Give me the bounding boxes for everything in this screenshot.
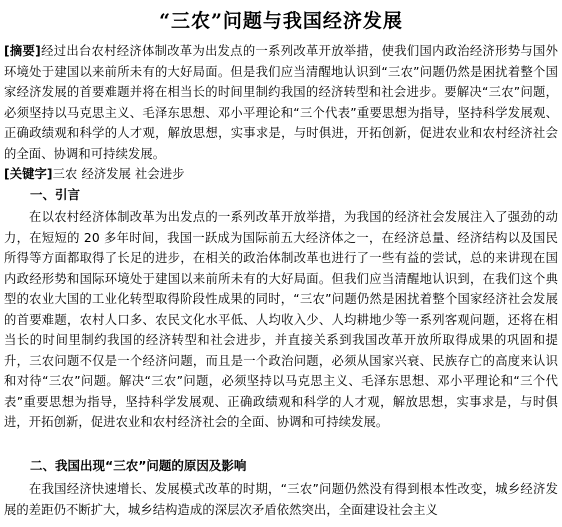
causes-paragraph: 在我国经济快速增长、发展模式改革的时期，“三农”问题仍然没有得到根本性改变，城乡经济发展的差距仍不断扩大，城乡结构造成的深层次矛盾依然突出，全面建设社会主义 — [4, 482, 558, 517]
abstract-label: [摘要] — [4, 44, 41, 58]
abstract-paragraph — [4, 41, 558, 164]
introduction-paragraph: 在以农村经济体制改革为出发点的一系列改革开放举措，为我国的经济社会发展注入了强劲的动力，在短短的 20 多年时间，我国一跃成为国际前五大经济体之一，在经济总量、经济结构以及国民所得等方面都取得了长足的进步，在相关的政治体制改革也进行了一些有益的尝试，总的来讲现在国内政经形势和国际环境处于建国以来前所未有的大好局面。但我们应当清醒地认识到，在我们这个典型的农业大国的工业化转型取得阶段性成果的同时，“三农”问题仍然是困扰着整个国家经济社会发展的首要难题，农村人口多、农民文化水平低、人均收入少、人均耕地少等一系列客观问题，还将在相当长的时间里制约我国的经济转型和社会进步，并直接关系到我国改革开放所取得成果的巩固和提升，三农问题不仅是一个经济问题，而且是一个政治问题，必须从国家兴衰、民族存亡的高度来认识和对待“三农”问题。解决“三农”问题，必须坚持以马克思主义、毛泽东思想、邓小平理论和“三个代表”重要思想为指导，坚持科学发展观、正确政绩观和科学的人才观，解放思想，实事求是，与时俱进，开拓创新，促进农业和农村经济社会的全面、协调和可持续发展。 — [4, 210, 558, 429]
document-title: “三农”问题与我国经济发展 — [159, 10, 403, 32]
keywords-line — [4, 164, 558, 185]
abstract-text: 经过出台农村经济体制改革为出发点的一系列改革开放举措，使我们国内政治经济形势与国外环境处于建国以来前所未有的大好局面。但是我们应当清醒地认识到“三农”问题仍然是困扰着整个国家经济发展的首要难题并将在相当长的时间里制约我国的经济转型和社会进步。要解决“三农”问题，必须坚持以马克思主义、毛泽东思想、邓小平理论和“三个代表”重要思想为指导，坚持科学发展观、正确政绩观和科学的人才观，解放思想，实事求是，与时俱进，开拓创新，促进农业和农村经济社会的全面、协调和可持续发展。 — [4, 44, 559, 161]
section-heading-introduction: 一、引言 — [30, 187, 81, 202]
keywords-text: 三农 经济发展 社会进步 — [52, 167, 185, 181]
keywords-label: [关键字] — [4, 167, 53, 181]
section-heading-causes: 二、我国出现“三农”问题的原因及影响 — [30, 458, 247, 473]
